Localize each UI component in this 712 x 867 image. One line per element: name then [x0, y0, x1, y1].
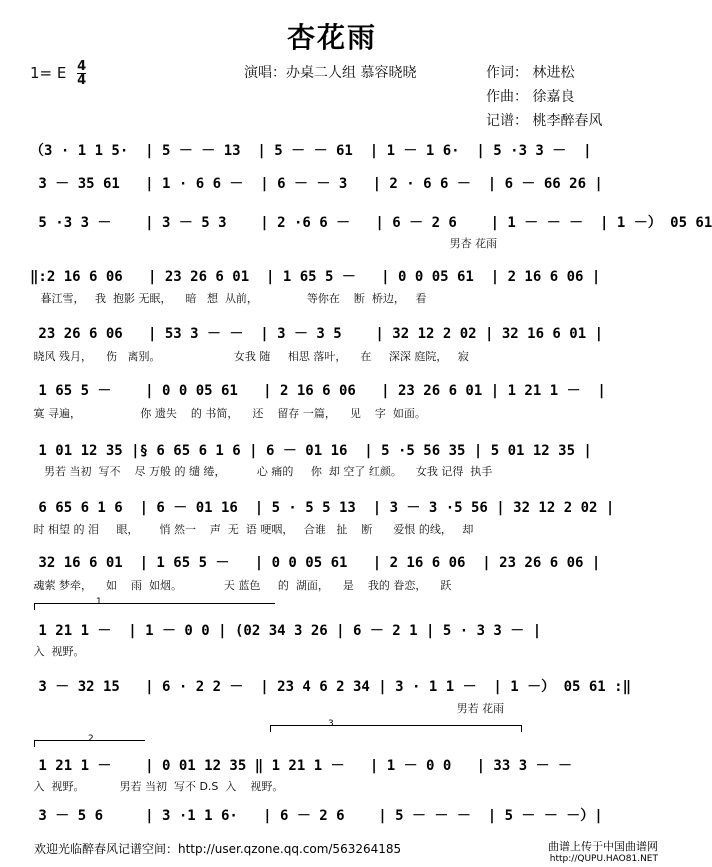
- score-line-12: 1 21 1 － | 0 01 12 35 ‖ 1 21 1 － | 1 － 0 0 | 33 3 － －: [30, 758, 573, 774]
- time-signature: [77, 60, 86, 87]
- score-line-10: 1 21 1 － | 1 － 0 0 | (02 34 3 26 | 6 － 2 1 | 5 · 3 3 － |: [30, 623, 542, 639]
- lyrics-line-10: 入 视野。: [30, 645, 85, 658]
- score-line-2: 3 － 35 61 | 1 · 6 6 － | 6 － － 3 | 2 · 6 6 － | 6 － 66 26 |: [30, 176, 603, 192]
- score-line-6: 1 65 5 － | 0 0 05 61 | 2 16 6 06 | 23 26 6 01 | 1 21 1 － |: [30, 383, 606, 399]
- score-line-8: 6 65 6 1 6 | 6 － 01 16 | 5 · 5 5 13 | 3 － 3 ·5 56 | 32 12 2 02 |: [30, 500, 615, 516]
- score-line-7: 1 01 12 35 |§ 6 65 6 1 6 | 6 － 01 16 | 5 ·5 56 35 | 5 01 12 35 |: [30, 443, 592, 459]
- transcriber-credit: 记谱： 桃李醉春风: [486, 113, 603, 129]
- score-line-9: 32 16 6 01 | 1 65 5 － | 0 0 05 61 | 2 16 6 06 | 23 26 6 06 |: [30, 555, 601, 571]
- volta-label-2: 2: [88, 734, 94, 744]
- footer-credit: 欢迎光临醉春风记谱空间：http://user.qzone.qq.com/563264185: [34, 842, 402, 856]
- lyrics-line-6: 寞 寻遍， 你 遗失 的 书简， 还 留存 一篇， 见 字 如面。: [30, 407, 426, 420]
- footer-watermark: [548, 840, 658, 866]
- time-denominator: 4: [77, 73, 87, 88]
- time-numerator: 4: [77, 59, 87, 74]
- lyrics-line-7: 男若 当初 写不 尽 万般 的 缱 绻， 心 痛的 你 却 空了 红颜。 女我 记得 执手: [30, 465, 493, 478]
- lyrics-line-4: 暮江雪， 我 抱影 无眠， 暗 想 从前， 等你在 断 桥边， 看: [30, 292, 427, 305]
- lyrics-line-9: 魂萦 梦牵， 如 雨 如烟。 天 蓝色 的 湖面， 是 我的 眷恋， 跃: [30, 579, 452, 592]
- volta-bracket-1: [34, 603, 275, 610]
- watermark-url: http://QUPU.HAO81.NET: [549, 854, 658, 864]
- score-line-1: （3 · 1 1 5· | 5 － － 13 | 5 － － 61 | 1 － 1 6· | 5 ·3 3 － |: [30, 143, 592, 159]
- lyrics-line-5: 晓风 残月， 伤 离别。 女我 随 相思 落叶， 在 深深 庭院， 寂: [30, 350, 469, 363]
- lyrics-line-3: 男杏 花雨: [30, 237, 498, 250]
- page-title: 杏花雨: [286, 21, 377, 54]
- composer-credit: 作曲： 徐嘉良: [486, 89, 575, 105]
- key-signature: [30, 60, 86, 87]
- volta-label-3: 3: [328, 719, 334, 729]
- volta-label-1: 1: [96, 597, 102, 607]
- lyricist-credit: 作词： 林进松: [486, 65, 575, 81]
- singer-credit: 演唱：办桌二人组 慕容晓晓: [244, 65, 417, 81]
- lyrics-line-12: 入 视野。 男若 当初 写不 D.S 入 视野。: [30, 780, 284, 793]
- lyrics-line-11: 男若 花雨: [30, 702, 505, 715]
- score-line-13: 3 － 5 6 | 3 ·1 1 6· | 6 － 2 6 | 5 － － － | 5 － － －）|: [30, 808, 603, 824]
- score-line-3: 5 ·3 3 － | 3 － 5 3 | 2 ·6 6 － | 6 － 2 6 | 1 － － － | 1 －） 05 61: [30, 215, 712, 231]
- key-label: 1= E: [30, 64, 67, 82]
- lyrics-line-8: 时 相望 的 泪 眼， 悄 然一 声 无 语 哽咽， 合谁 扯 断 爱恨 的线， 却: [30, 523, 474, 536]
- watermark-text: 曲谱上传于中国曲谱网: [548, 840, 658, 853]
- score-line-5: 23 26 6 06 | 53 3 － － | 3 － 3 5 | 32 12 2 02 | 32 16 6 01 |: [30, 326, 604, 342]
- score-line-11: 3 － 32 15 | 6 · 2 2 － | 23 4 6 2 34 | 3 · 1 1 － | 1 －） 05 61 :‖: [30, 679, 632, 695]
- score-line-4: ‖:2 16 6 06 | 23 26 6 01 | 1 65 5 － | 0 0 05 61 | 2 16 6 06 |: [30, 269, 601, 285]
- volta-bracket-3: [270, 725, 522, 732]
